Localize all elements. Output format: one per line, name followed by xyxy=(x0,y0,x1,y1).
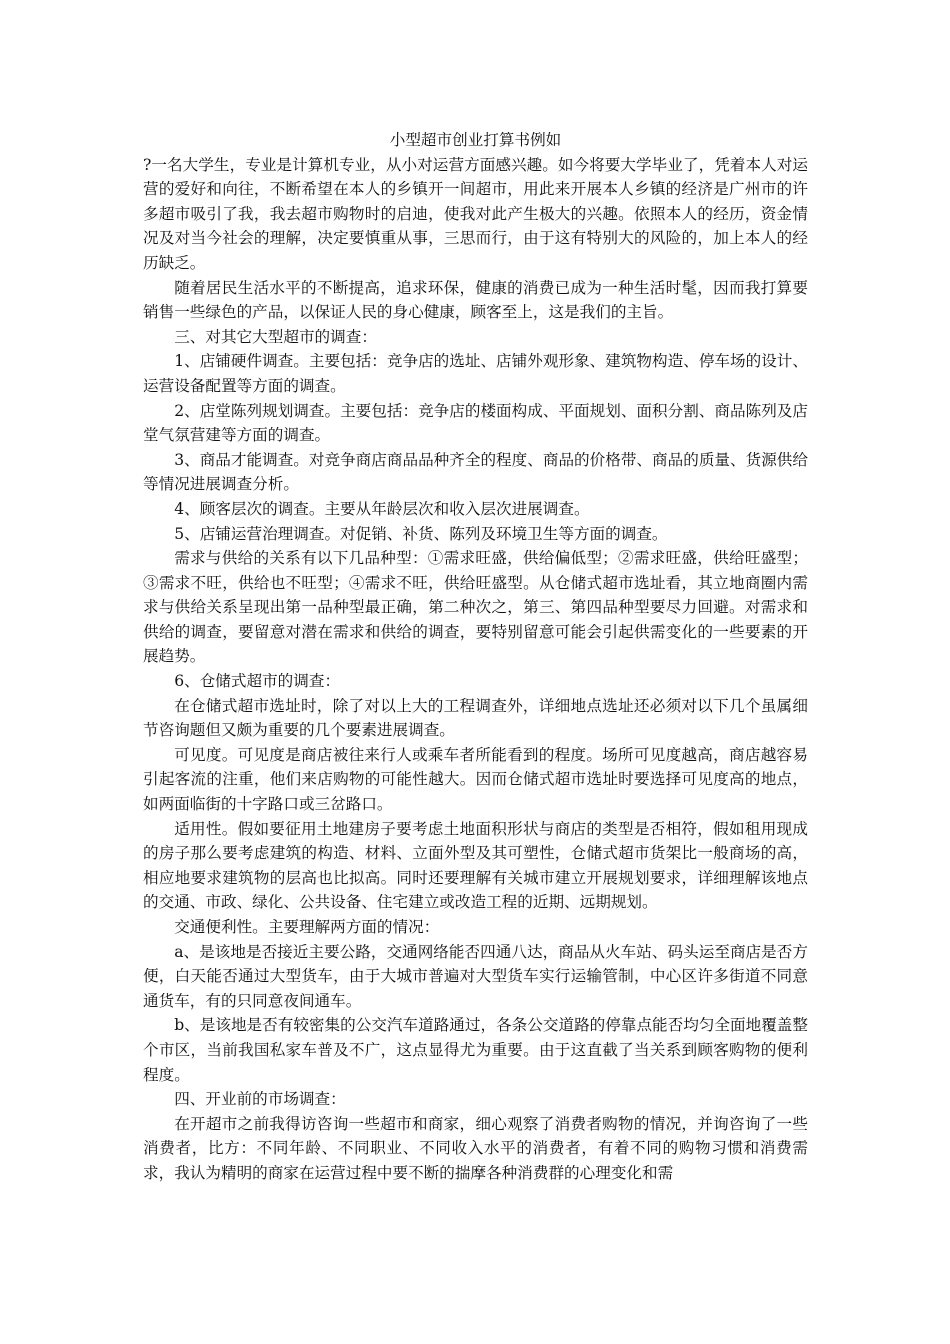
body-paragraph: 三、对其它大型超市的调查： xyxy=(174,327,377,346)
body-paragraph: ?一名大学生，专业是计算机专业，从小对运营方面感兴趣。如今将要大学毕业了，凭着本人对运营的爱好和向往，不断希望在本人的乡镇开一间超市，用此来开展本人乡镇的经济是广州市的许多超市吸引了我，我去超市购物时的启迪，使我对此产生极大的兴趣。依照本人的经历，资金情况及对当今社会的理解，决定要慎重从事，三思而行，由于这有特别大的风险的，加上本人的经历缺乏。 xyxy=(143,155,808,272)
body-paragraph: 2、店堂陈列规划调查。主要包括：竞争店的楼面构成、平面规划、面积分割、商品陈列及店堂气氛营建等方面的调查。 xyxy=(143,401,808,445)
body-paragraph: 需求与供给的关系有以下几品种型：①需求旺盛，供给偏低型；②需求旺盛，供给旺盛型；③需求不旺，供给也不旺型；④需求不旺，供给旺盛型。从仓储式超市选址看，其立地商圈内需求与供给关系呈现出第一品种型最正确，第二种次之，第三、第四品种型要尽力回避。对需求和供给的调查，要留意对潜在需求和供给的调查，要特别留意可能会引起供需变化的一些要素的开展趋势。 xyxy=(143,549,808,666)
body-paragraph: 随着居民生活水平的不断提高，追求环保，健康的消费已成为一种生活时髦，因而我打算要销售一些绿色的产品，以保证人民的身心健康，顾客至上，这是我们的主旨。 xyxy=(143,278,808,322)
body-paragraph: 在仓储式超市选址时，除了对以上大的工程调查外，详细地点选址还必须对以下几个虽属细节咨询题但又颇为重要的几个要素进展调查。 xyxy=(143,696,808,740)
body-paragraph: 4、顾客层次的调查。主要从年龄层次和收入层次进展调查。 xyxy=(174,499,590,518)
body-paragraph: 适用性。假如要征用土地建房子要考虑土地面积形状与商店的类型是否相符，假如租用现成的房子那么要考虑建筑的构造、材料、立面外型及其可塑性，仓储式超市货架比一般商场的高，相应地要求建筑物的层高也比拟高。同时还要理解有关城市建立开展规划要求，详细理解该地点的交通、市政、绿化、公共设备、住宅建立或改造工程的近期、远期规划。 xyxy=(143,819,808,912)
document-body xyxy=(143,153,808,1186)
body-paragraph: a、是该地是否接近主要公路，交通网络能否四通八达，商品从火车站、码头运至商店是否方便，白天能否通过大型货车，由于大城市普遍对大型货车实行运输管制，中心区许多街道不同意通货车，有的只同意夜间通车。 xyxy=(143,942,808,1010)
body-paragraph: 可见度。可见度是商店被往来行人或乘车者所能看到的程度。场所可见度越高，商店越容易引起客流的注重，他们来店购物的可能性越大。因而仓储式超市选址时要选择可见度高的地点，如两面临街的十字路口或三岔路口。 xyxy=(143,745,808,814)
body-paragraph: 5、店铺运营治理调查。对促销、补货、陈列及环境卫生等方面的调查。 xyxy=(174,524,668,543)
body-paragraph: 3、商品才能调查。对竞争商店商品品种齐全的程度、商品的价格带、商品的质量、货源供给等情况进展调查分析。 xyxy=(143,450,808,494)
document-title: 小型超市创业打算书例如 xyxy=(389,131,562,149)
body-paragraph: 四、开业前的市场调查： xyxy=(174,1090,346,1109)
body-paragraph: 在开超市之前我得访咨询一些超市和商家，细心观察了消费者购物的情况，并询咨询了一些消费者，比方：不同年龄、不同职业、不同收入水平的消费者，有着不同的购物习惯和消费需求，我认为精明的商家在运营过程中要不断的揣摩各种消费群的心理变化和需 xyxy=(143,1114,808,1182)
body-paragraph: 6、仓储式超市的调查： xyxy=(174,672,341,691)
body-paragraph: 1、店铺硬件调查。主要包括：竞争店的选址、店铺外观形象、建筑物构造、停车场的设计、运营设备配置等方面的调查。 xyxy=(143,352,808,395)
body-paragraph: 交通便利性。主要理解两方面的情况： xyxy=(174,918,440,936)
body-paragraph: b、是该地是否有较密集的公交汽车道路通过，各条公交道路的停靠点能否均匀全面地覆盖整个市区，当前我国私家车普及不广，这点显得尤为重要。由于这直截了当关系到顾客购物的便利程度。 xyxy=(143,1016,808,1084)
document-page xyxy=(143,128,808,1186)
